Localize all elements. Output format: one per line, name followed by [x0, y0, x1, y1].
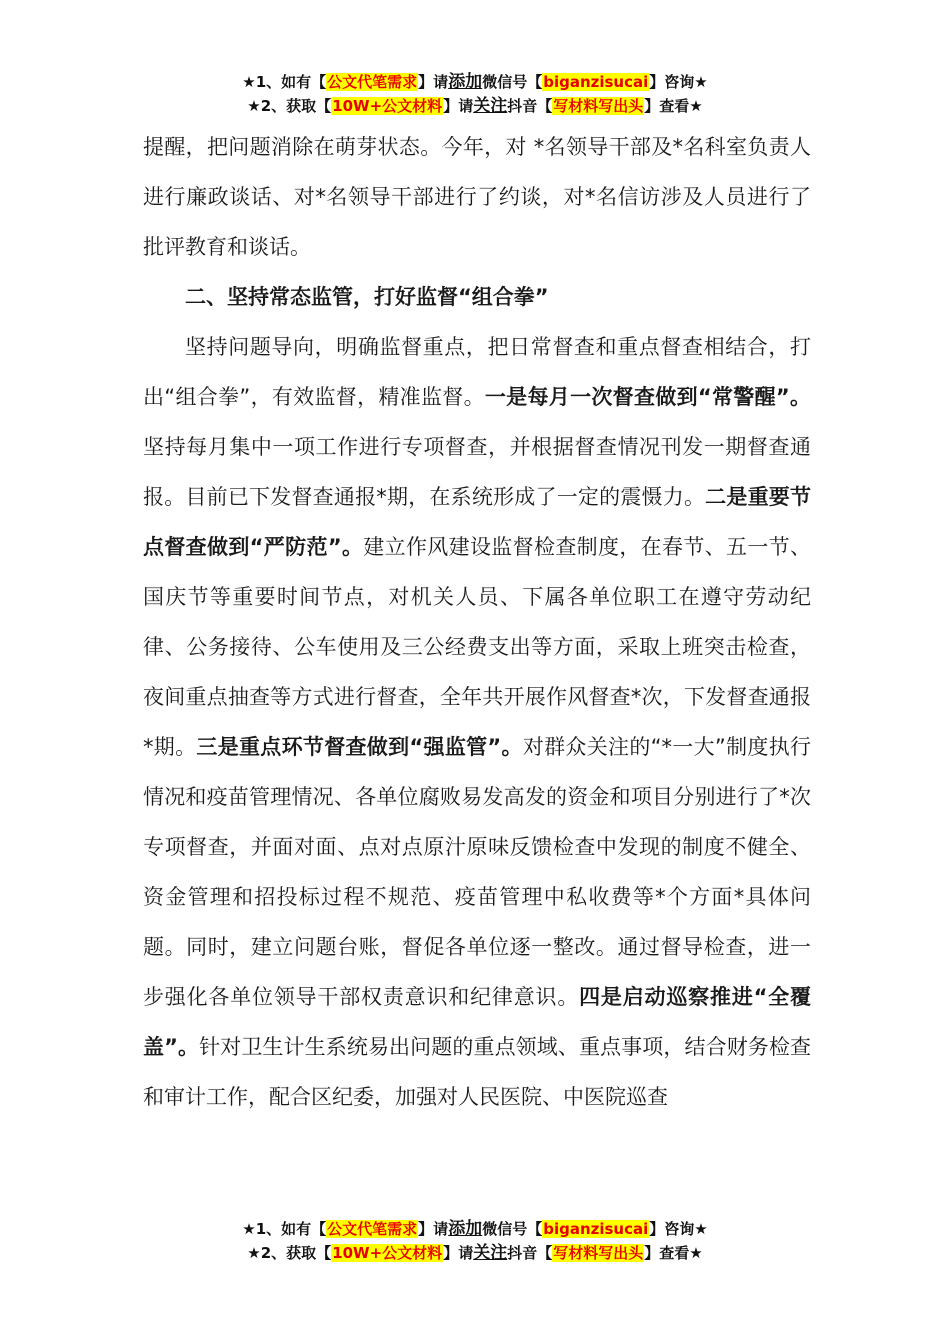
- banner-highlight: 写材料写出头: [553, 1244, 644, 1262]
- paragraph-1: 提醒，把问题消除在萌芽状态。今年，对 *名领导干部及*名科室负责人进行廉政谈话、对*名领导干部进行了约谈，对*名信访涉及人员进行了批评教育和谈话。: [143, 135, 811, 259]
- banner-text: 微信号【: [482, 73, 543, 91]
- banner-line-1: [0, 1217, 950, 1241]
- banner-line-2: [0, 94, 950, 118]
- footer-banner: [0, 1217, 950, 1265]
- banner-text: ★2、获取【: [247, 1244, 332, 1262]
- bold-lead: 三是重点环节督查做到“强监管”。: [196, 735, 523, 759]
- bold-lead: 四是启动巡察推进“全覆盖”。: [143, 985, 811, 1059]
- banner-text: ★1、如有【: [242, 1220, 327, 1238]
- bold-lead: 一是每月一次督查做到“常警醒”。: [484, 385, 811, 409]
- banner-text: 】查看★: [644, 97, 703, 115]
- header-banner: [0, 70, 950, 118]
- banner-text: 】查看★: [644, 1244, 703, 1262]
- banner-text: 】咨询★: [649, 1220, 708, 1238]
- banner-emphasis: 添加: [448, 1219, 483, 1239]
- banner-highlight: biganzisucai: [543, 1220, 649, 1238]
- paragraph-2: [143, 322, 811, 1122]
- banner-text: ★2、获取【: [247, 97, 332, 115]
- banner-text: 】请: [443, 1244, 474, 1262]
- banner-text: 微信号【: [482, 1220, 543, 1238]
- banner-text: 】请: [418, 73, 449, 91]
- banner-text: ★1、如有【: [242, 73, 327, 91]
- banner-highlight: 公文代笔需求: [327, 1220, 418, 1238]
- paragraph-text: 坚持每月集中一项工作进行专项督查，并根据督查情况刊发一期督查通报。目前已下发督查通报*期，在系统形成了一定的震慑力。: [143, 435, 811, 509]
- banner-line-2: [0, 1241, 950, 1265]
- banner-emphasis: 关注: [473, 1243, 508, 1263]
- paragraph-text: 建立作风建设监督检查制度，在春节、五一节、国庆节等重要时间节点，对机关人员、下属各单位职工在遵守劳动纪律、公务接待、公车使用及三公经费支出等方面，采取上班突击检查，夜间重点抽查等方式进行督查，全年共开展作风督查*次，下发督查通报*期。: [143, 535, 811, 759]
- banner-highlight: 写材料写出头: [553, 97, 644, 115]
- section-heading: 二、坚持常态监管，打好监督“组合拳”: [185, 285, 549, 309]
- paragraph-text: 坚持问题导向，明确监督重点，把日常督查和重点督查相结合，打出“组合拳”，有效监督，精准监督。: [143, 335, 811, 409]
- document-body: [143, 122, 811, 1122]
- banner-text: 】咨询★: [649, 73, 708, 91]
- banner-highlight: 公文代笔需求: [327, 73, 418, 91]
- banner-highlight: biganzisucai: [543, 73, 649, 91]
- banner-line-1: [0, 70, 950, 94]
- banner-text: 】请: [418, 1220, 449, 1238]
- banner-highlight: 10W+公文材料: [332, 1244, 443, 1262]
- banner-text: 抖音【: [507, 97, 553, 115]
- banner-text: 抖音【: [507, 1244, 553, 1262]
- paragraph-text: 对群众关注的“*一大”制度执行情况和疫苗管理情况、各单位腐败易发高发的资金和项目分别进行了*次专项督查，并面对面、点对点原汁原味反馈检查中发现的制度不健全、资金管理和招投标过程不规范、疫苗管理中私收费等*个方面*具体问题。同时，建立问题台账，督促各单位逐一整改。通过督导检查，进一步强化各单位领导干部权责意识和纪律意识。: [143, 735, 811, 1009]
- banner-emphasis: 关注: [473, 96, 508, 116]
- banner-emphasis: 添加: [448, 72, 483, 92]
- banner-highlight: 10W+公文材料: [332, 97, 443, 115]
- bold-lead: 二是重要节点督查做到“严防范”。: [143, 485, 812, 559]
- paragraph-text: 针对卫生计生系统易出问题的重点领域、重点事项，结合财务检查和审计工作，配合区纪委，加强对人民医院、中医院巡查: [143, 1035, 812, 1109]
- banner-text: 】请: [443, 97, 474, 115]
